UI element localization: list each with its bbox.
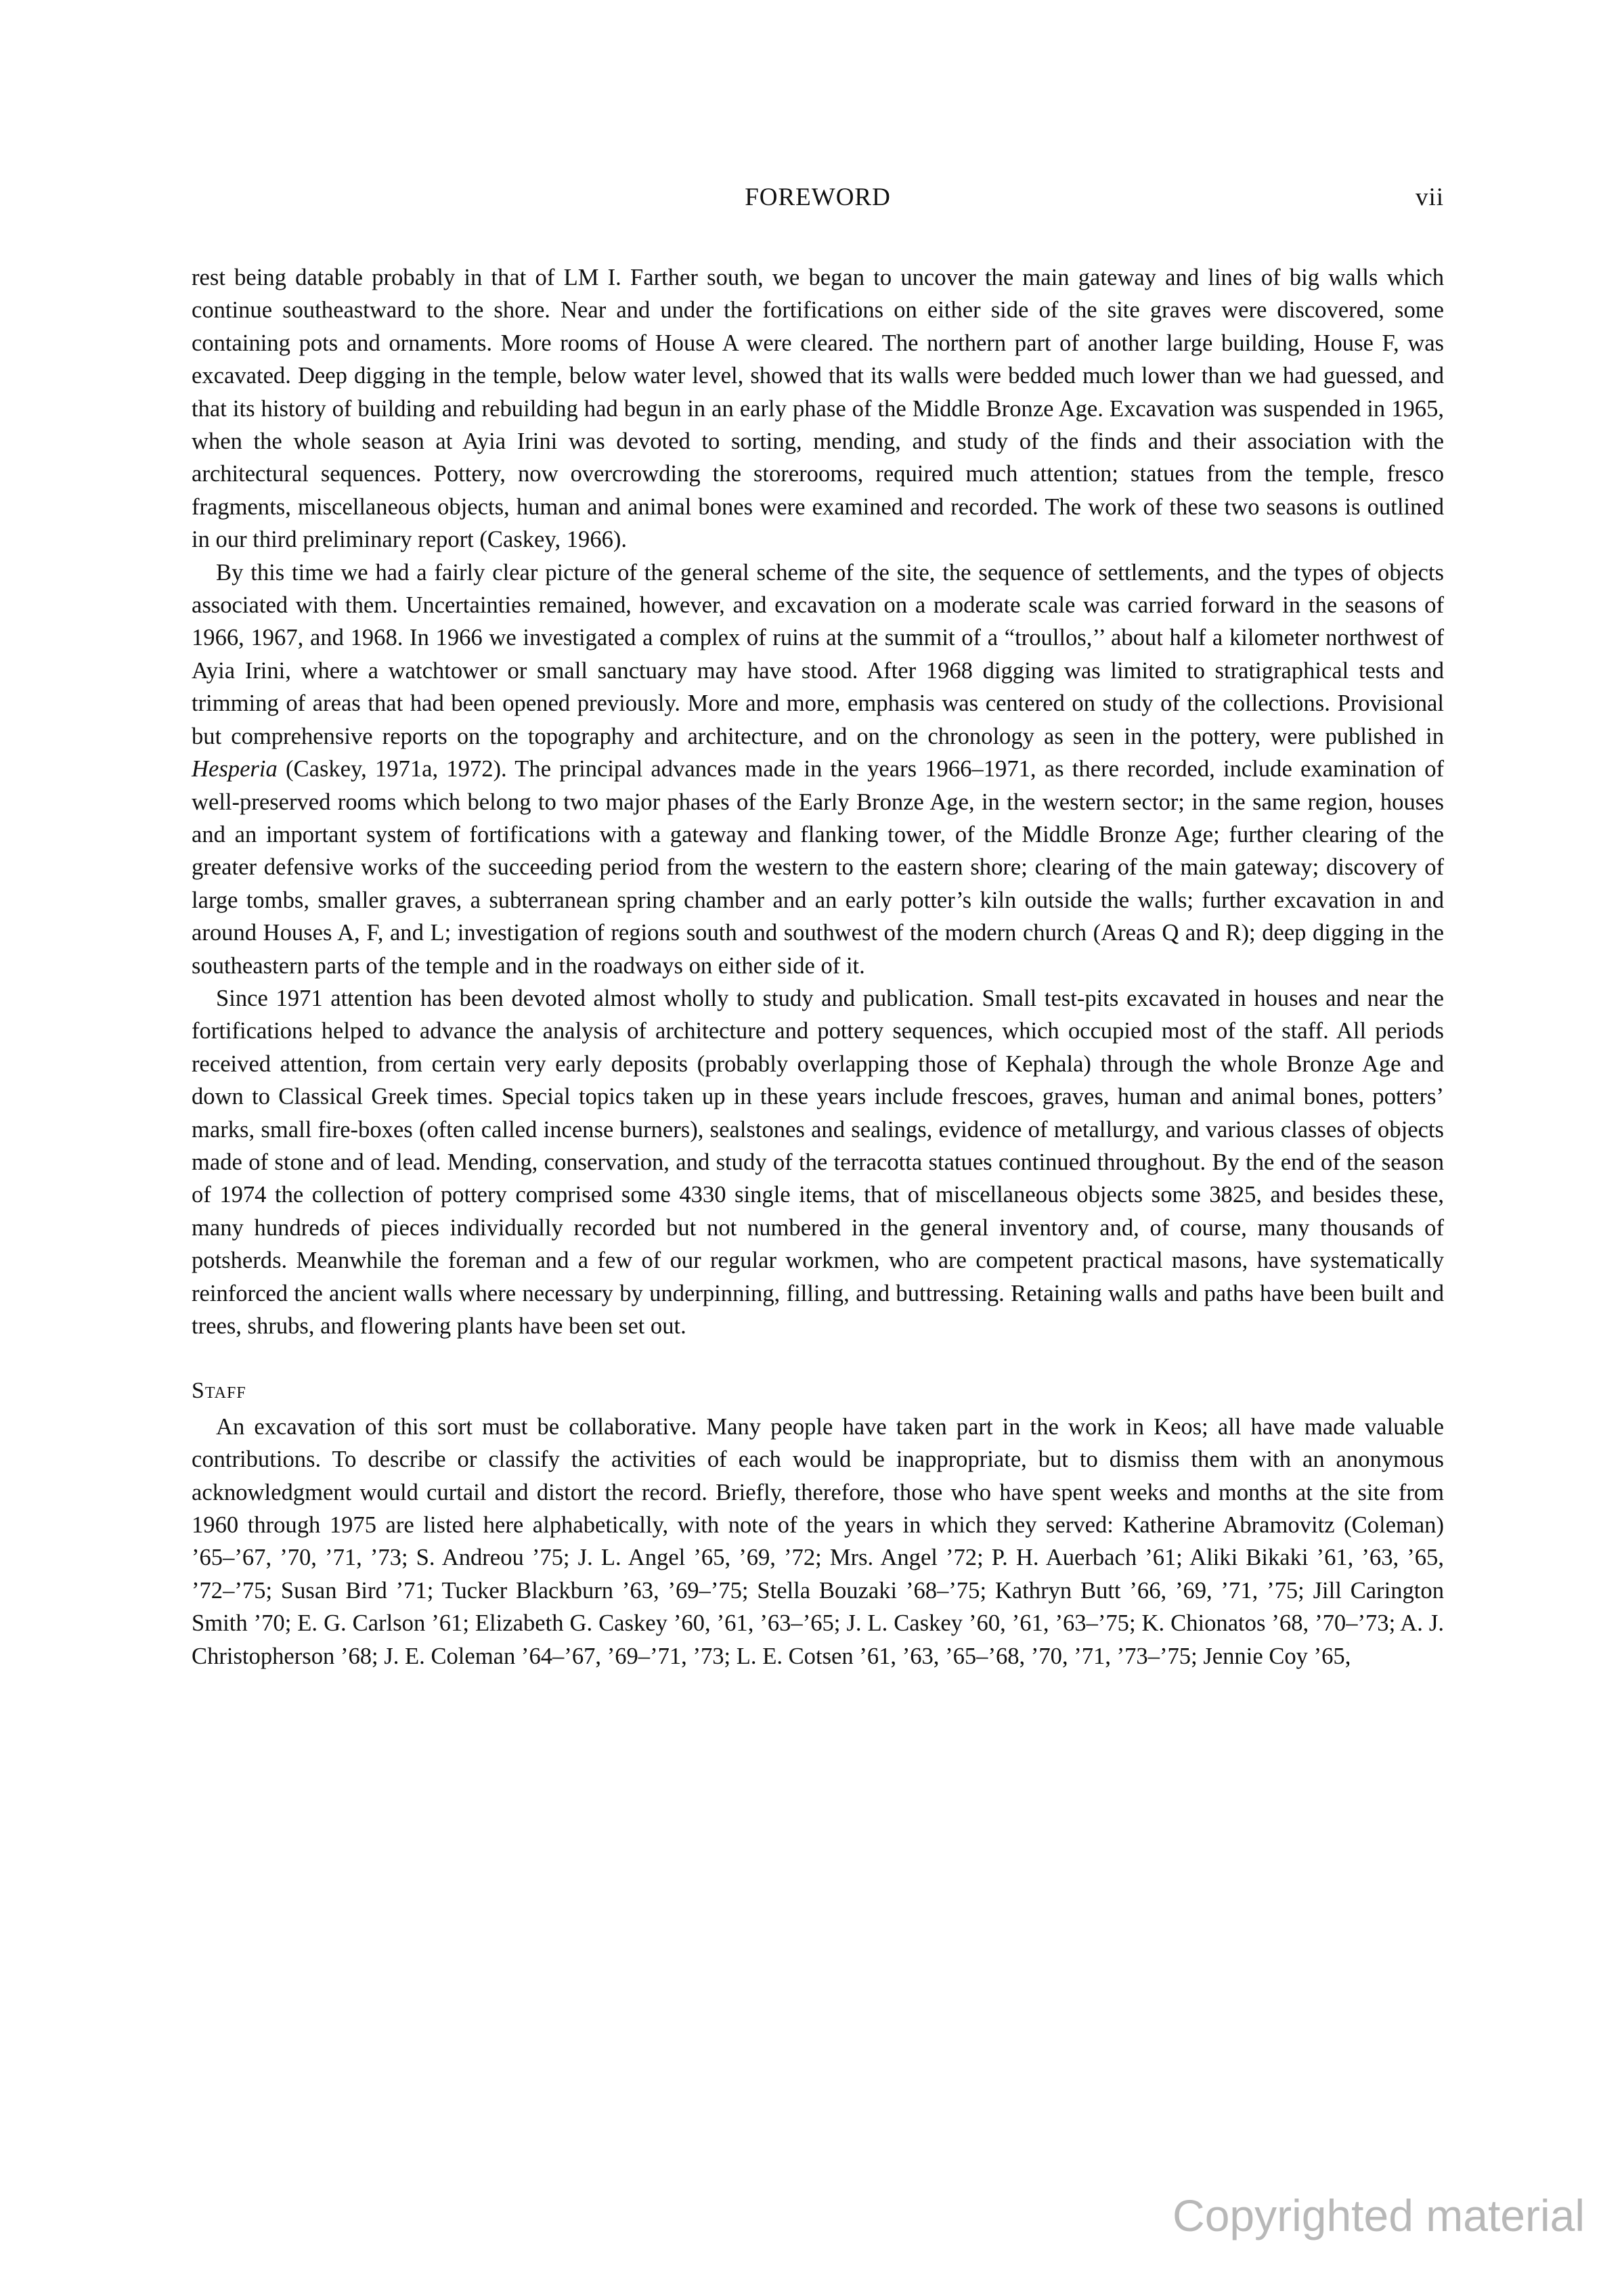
body-text	[192, 261, 1444, 1673]
chapter-title: FOREWORD	[745, 183, 891, 211]
copyright-watermark: Copyrighted material	[1172, 2190, 1585, 2240]
paragraph-since-1971: Since 1971 attention has been devoted almost wholly to study and publication. Small test-pits excavated in houses and near the fortifications helped to advance the analysis of architecture and pottery sequences, which occupied most of the staff. All periods received attention, from certain very early deposits (probably overlapping those of Kephala) through the whole Bronze Age and down to Classical Greek times. Special topics taken up in these years include frescoes, graves, human and animal bones, potters’ marks, small fire-boxes (often called incense burners), sealstones and sealings, evidence of metallurgy, and various classes of objects made of stone and of lead. Mending, conservation, and study of the terracotta statues continued throughout. By the end of the season of 1974 the collection of pottery comprised some 4330 single items, that of miscellaneous objects some 3825, and besides these, many hundreds of pieces individually recorded but not numbered in the general inventory and, of course, many thousands of potsherds. Meanwhile the foreman and a few of our regular workmen, who are competent practical masons, have systematically reinforced the ancient walls where necessary by underpinning, filling, and buttressing. Retaining walls and paths have been built and trees, shrubs, and flowering plants have been set out.	[192, 985, 1444, 1339]
paragraph-chronology	[192, 556, 1444, 982]
running-head	[192, 183, 1444, 230]
page-number: vii	[1415, 183, 1444, 211]
section-heading-staff: Staff	[192, 1378, 246, 1404]
paragraph-text: By this time we had a fairly clear picture of the general scheme of the site, the sequence of settlements, and the types of objects associated with them. Uncertainties remained, however, and excavation on a moderate scale was carried forward in the seasons of 1966, 1967, and 1968. In 1966 we investigated a complex of ruins at the summit of a “troullos,’’ about half a kilometer northwest of Ayia Irini, where a watchtower or small sanctuary may have stood. After 1968 digging was limited to stratigraphical tests and trimming of areas that had been opened previously. More and more, emphasis was centered on study of the collections. Provisional but comprehensive reports on the topography and architecture, and on the chronology as seen in the pottery, were published in	[192, 559, 1444, 749]
book-page	[192, 183, 1444, 1673]
journal-title: Hesperia	[192, 756, 278, 782]
paragraph-continued: rest being datable probably in that of LM I. Farther south, we began to uncover the main gateway and lines of big walls which continue southeastward to the shore. Near and under the fortifications on either side of the site graves were discovered, some containing pots and ornaments. More rooms of House A were cleared. The northern part of another large building, House F, was excavated. Deep digging in the temple, below water level, showed that its walls were bedded much lower than we had guessed, and that its history of building and rebuilding had begun in an early phase of the Middle Bronze Age. Excavation was suspended in 1965, when the whole season at Ayia Irini was devoted to sorting, mending, and study of the finds and their association with the architectural sequences. Pottery, now overcrowding the storerooms, required much attention; statues from the temple, fresco fragments, miscellaneous objects, human and animal bones were examined and recorded. The work of these two seasons is outlined in our third preliminary report (Caskey, 1966).	[192, 265, 1444, 553]
paragraph-staff: An excavation of this sort must be collaborative. Many people have taken part in the work in Keos; all have made valuable contributions. To describe or classify the activities of each would be inappropriate, but to dismiss them with an anonymous acknowledgment would curtail and distort the record. Briefly, therefore, those who have spent weeks and months at the site from 1960 through 1975 are listed here alphabetically, with note of the years in which they served: Katherine Abramovitz (Coleman) ’65–’67, ’70, ’71, ’73; S. Andreou ’75; J. L. Angel ’65, ’69, ’72; Mrs. Angel ’72; P. H. Auerbach ’61; Aliki Bikaki ’61, ’63, ’65, ’72–’75; Susan Bird ’71; Tucker Blackburn ’63, ’69–’75; Stella Bouzaki ’68–’75; Kathryn Butt ’66, ’69, ’71, ’75; Jill Carington Smith ’70; E. G. Carlson ’61; Elizabeth G. Caskey ’60, ’61, ’63–’65; J. L. Caskey ’60, ’61, ’63–’75; K. Chionatos ’68, ’70–’73; A. J. Christopherson ’68; J. E. Coleman ’64–’67, ’69–’71, ’73; L. E. Cotsen ’61, ’63, ’65–’68, ’70, ’71, ’73–’75; Jennie Coy ’65,	[192, 1413, 1444, 1669]
paragraph-text: (Caskey, 1971a, 1972). The principal advances made in the years 1966–1971, as there recorded, include examination of well-preserved rooms which belong to two major phases of the Early Bronze Age, in the western sector; in the same region, houses and an important system of fortifications with a gateway and flanking tower, of the Middle Bronze Age; further clearing of the greater defensive works of the succeeding period from the western to the eastern shore; clearing of the main gateway; discovery of large tombs, smaller graves, a subterranean spring chamber and an early potter’s kiln outside the walls; further excavation in and around Houses A, F, and L; investigation of regions south and southwest of the modern church (Areas Q and R); deep digging in the southeastern parts of the temple and in the roadways on either side of it.	[192, 756, 1444, 979]
